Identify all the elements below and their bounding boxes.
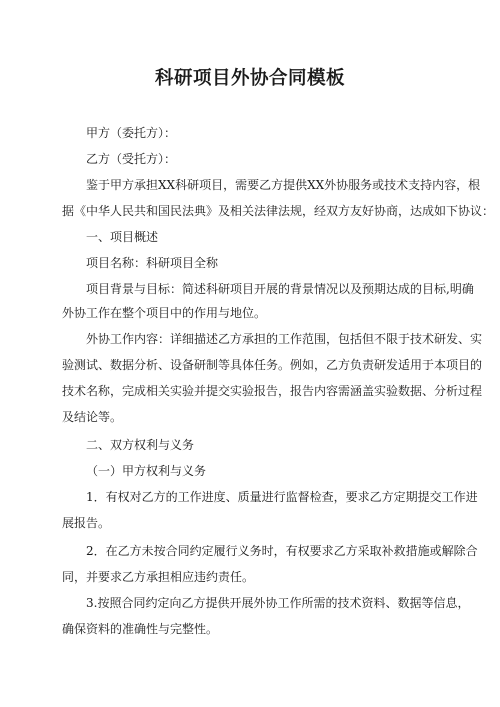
clause-2-line-1: 2．在乙方未按合同约定履行义务时，有权要求乙方采取补救措施或解除合 [86, 544, 478, 558]
section-heading-rights: 二、双方权利与义务 [86, 438, 195, 452]
clause-2-line-2: 同，并要求乙方承担相应违约责任。 [62, 570, 255, 584]
content-line-2: 验测试、数据分析、设备研制等具体任务。例如，乙方负责研发适用于本项目的 [62, 358, 483, 372]
project-name-line: 项目名称：科研项目全称 [86, 256, 219, 270]
content-line-4: 及结论等。 [62, 410, 123, 424]
document-title: 科研项目外协合同模板 [154, 68, 345, 89]
clause-3-line-2: 确保资料的准确性与完整性。 [62, 622, 219, 636]
subsection-heading-party-a: （一）甲方权利与义务 [86, 464, 207, 478]
clause-1-line-1: 1．有权对乙方的工作进度、质量进行监督检查，要求乙方定期提交工作进 [86, 490, 478, 504]
content-line-3: 技术名称，完成相关实验并提交实验报告，报告内容需涵盖实验数据、分析过程 [62, 384, 483, 398]
content-line-1: 外协工作内容：详细描述乙方承担的工作范围，包括但不限于技术研发、实 [86, 332, 483, 346]
background-line-1: 项目背景与目标：简述科研项目开展的背景情况以及预期达成的目标,明确 [86, 282, 474, 296]
intro-line-2: 据《中华人民共和国民法典》及相关法律法规，经双方友好协商，达成如下协议： [62, 204, 495, 218]
clause-3-line-1: 3.按照合同约定向乙方提供开展外协工作所需的技术资料、数据等信息， [86, 596, 470, 610]
party-a-label: 甲方（委托方）： [86, 126, 177, 140]
background-line-2: 外协工作在整个项目中的作用与地位。 [62, 306, 267, 320]
party-b-label: 乙方（受托方）： [86, 152, 177, 166]
section-heading-overview: 一、项目概述 [86, 230, 159, 244]
clause-1-line-2: 展报告。 [62, 516, 111, 530]
intro-line-1: 鉴于甲方承担XX科研项目，需要乙方提供XX外协服务或技术支持内容，根 [86, 178, 481, 192]
